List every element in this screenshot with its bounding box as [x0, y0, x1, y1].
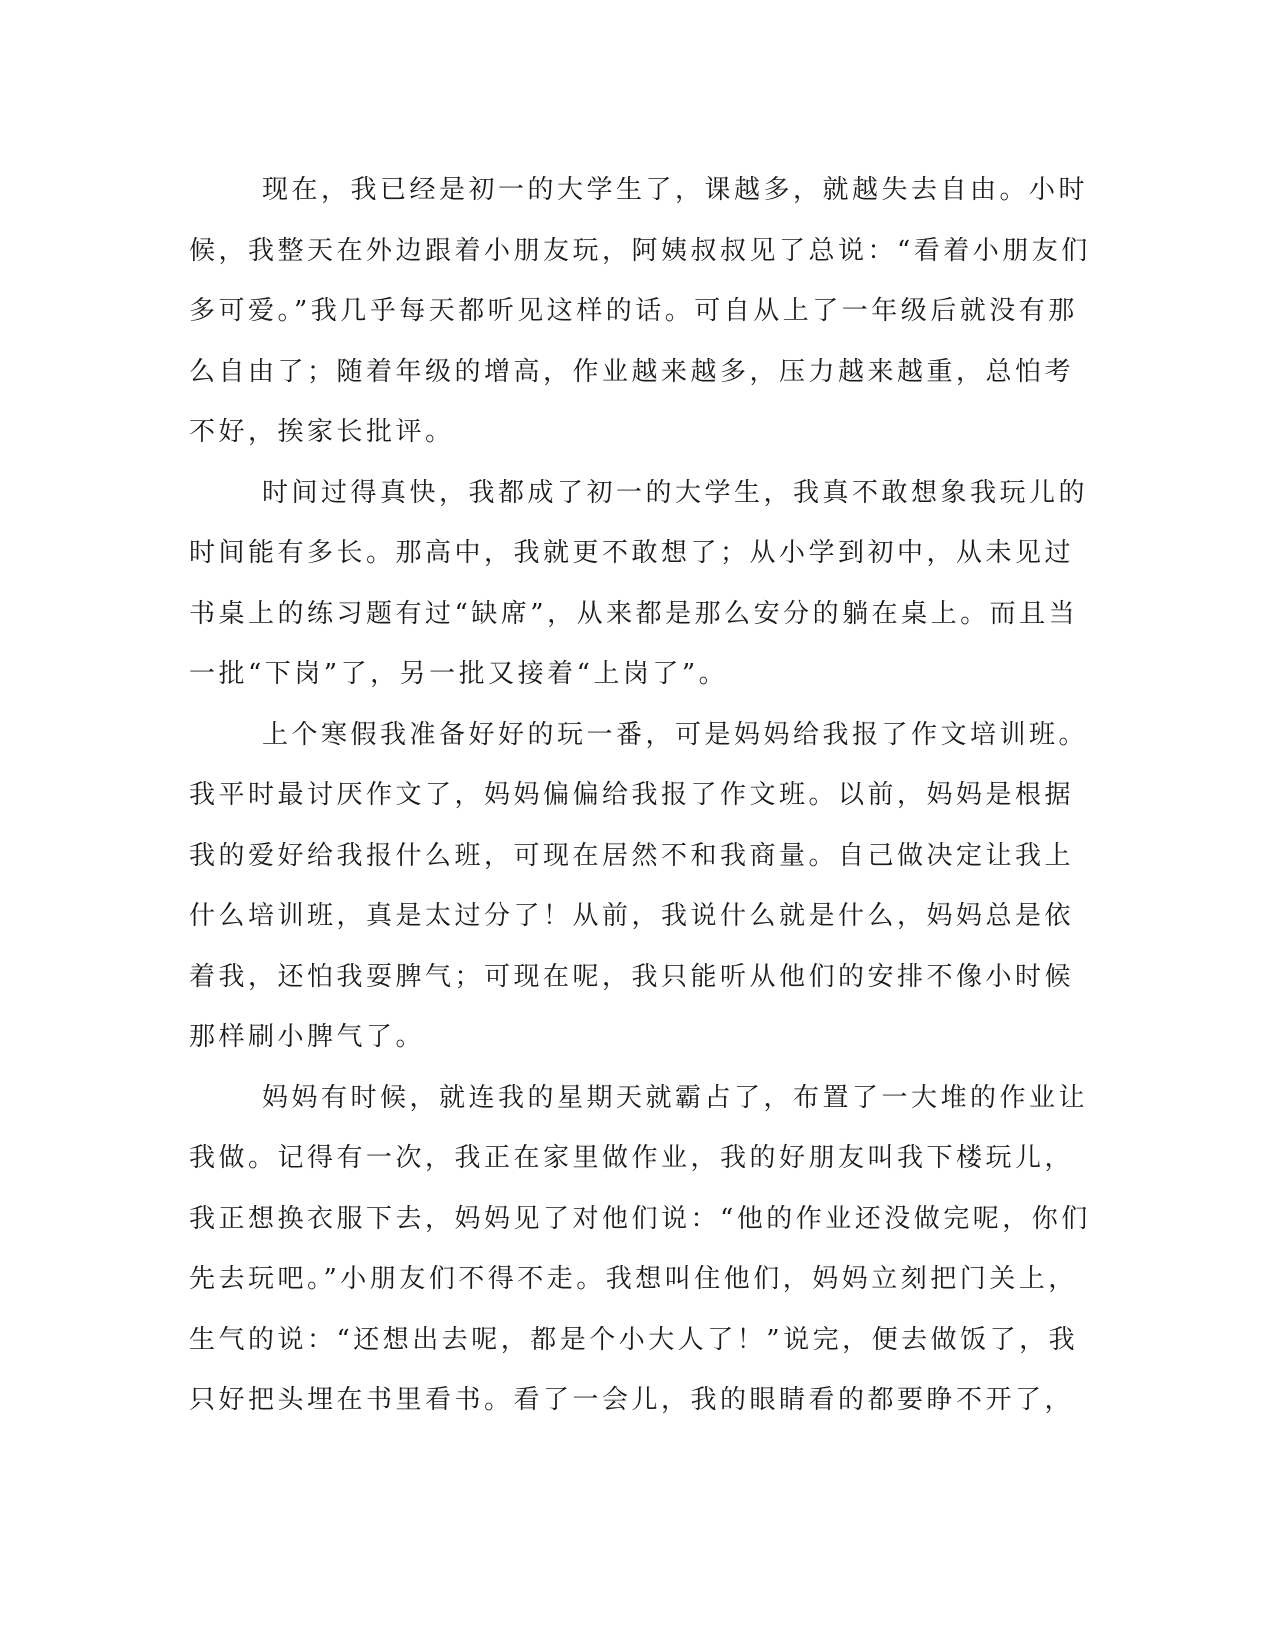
- text-line: 多可爱。”我几乎每天都听见这样的话。可自从上了一年级后就没有那: [189, 296, 1078, 326]
- text-line: 妈妈有时候，就连我的星期天就霸占了，布置了一大堆的作业让: [262, 1082, 1089, 1113]
- text-line: 先去玩吧。”小朋友们不得不走。我想叫住他们，妈妈立刻把门关上，: [189, 1264, 1078, 1294]
- text-line: 生气的说：“还想出去呢，都是个小大人了！”说完，便去做饭了，我: [189, 1324, 1079, 1355]
- text-line: 候，我整天在外边跟着小朋友玩，阿姨叔叔见了总说：“看着小朋友们: [189, 235, 1091, 266]
- text-line: 着我，还怕我耍脾气；可现在呢，我只能听从他们的安排不像小时候: [189, 961, 1075, 992]
- text-line: 时间过得真快，我都成了初一的大学生，我真不敢想象我玩儿的: [262, 477, 1089, 508]
- text-line: 那样刷小脾气了。: [189, 1022, 426, 1052]
- text-line: 我正想换衣服下去，妈妈见了对他们说：“他的作业还没做完呢，你们: [189, 1203, 1091, 1234]
- text-line: 书桌上的练习题有过“缺席”，从来都是那么安分的躺在桌上。而且当: [189, 598, 1079, 629]
- text-line: 一批“下岗”了，另一批又接着“上岗了”。: [189, 659, 729, 689]
- text-line: 上个寒假我准备好好的玩一番，可是妈妈给我报了作文培训班。: [262, 719, 1089, 750]
- document-body: [189, 160, 1091, 1431]
- text-line: 我平时最讨厌作文了，妈妈偏偏给我报了作文班。以前，妈妈是根据: [189, 780, 1075, 810]
- text-line: 只好把头埋在书里看书。看了一会儿，我的眼睛看的都要睁不开了，: [189, 1385, 1075, 1415]
- text-line: 什么培训班，真是太过分了！从前，我说什么就是什么，妈妈总是依: [189, 901, 1075, 931]
- text-line: 现在，我已经是初一的大学生了，课越多，就越失去自由。小时: [262, 175, 1089, 205]
- text-line: 我做。记得有一次，我正在家里做作业，我的好朋友叫我下楼玩儿，: [189, 1143, 1075, 1173]
- text-line: 我的爱好给我报什么班，可现在居然不和我商量。自己做决定让我上: [189, 840, 1075, 871]
- text-line: 不好，挨家长批评。: [189, 417, 455, 447]
- text-line: 么自由了；随着年级的增高，作业越来越多，压力越来越重，总怕考: [189, 356, 1075, 387]
- text-line: 时间能有多长。那高中，我就更不敢想了；从小学到初中，从未见过: [189, 538, 1075, 568]
